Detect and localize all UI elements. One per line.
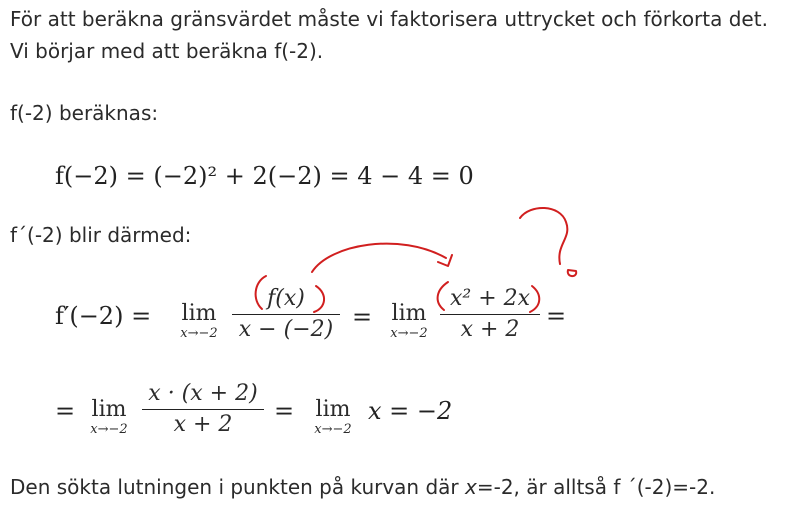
- lim-subscript: x→−2: [314, 422, 352, 437]
- arc-arrow: [312, 244, 446, 272]
- lim-word: lim: [91, 397, 127, 422]
- eq3-fraction: [142, 379, 264, 440]
- arrowhead-icon: [438, 255, 452, 266]
- equation-f-of-minus-2: f(−2) = (−2)² + 2(−2) = 4 − 4 = 0: [55, 162, 474, 190]
- conclusion-variable: x: [465, 475, 477, 499]
- lim-subscript: x→−2: [180, 326, 218, 341]
- lim-subscript: x→−2: [90, 422, 128, 437]
- fraction-denominator: x + 2: [460, 317, 520, 342]
- fraction-denominator: x + 2: [173, 412, 233, 437]
- fprime-label: f´(-2) blir därmed:: [10, 223, 192, 247]
- eq2-lhs: f′(−2) =: [55, 302, 152, 330]
- eq3-lead-equals: =: [55, 397, 76, 425]
- eq2-limit-1: [168, 302, 230, 342]
- lim-subscript: x→−2: [390, 326, 428, 341]
- fraction-numerator: x · (x + 2): [148, 381, 258, 406]
- eq2-equals: =: [352, 303, 373, 331]
- lim-word: lim: [181, 301, 217, 326]
- f-label: f(-2) beräknas:: [10, 101, 159, 125]
- eq3-limit-1: [78, 398, 140, 438]
- conclusion-part-a: Den sökta lutningen i punkten på kurvan där: [10, 475, 465, 499]
- question-mark-dot: [568, 270, 576, 276]
- conclusion-text: [10, 472, 715, 502]
- lim-word: lim: [315, 397, 351, 422]
- intro-line-1: För att beräkna gränsvärdet måste vi faktorisera uttrycket och förkorta det.: [10, 7, 768, 31]
- question-mark-icon: [520, 208, 567, 264]
- eq3-equals: =: [274, 397, 295, 425]
- fraction-numerator: f(x): [267, 286, 305, 311]
- eq3-result: x = −2: [368, 397, 453, 425]
- conclusion-part-b: =-2, är alltså f ´(-2)=-2.: [476, 475, 716, 499]
- eq2-fraction-2: [440, 284, 540, 345]
- fraction-denominator: x − (−2): [238, 317, 334, 342]
- eq2-trailing-equals: =: [546, 302, 567, 330]
- fraction-numerator: x² + 2x: [449, 286, 531, 311]
- intro-line-2: Vi börjar med att beräkna f(-2).: [10, 39, 324, 63]
- eq2-fraction-1: [232, 284, 340, 345]
- eq3-limit-2: [302, 398, 364, 438]
- eq2-limit-2: [378, 302, 440, 342]
- lim-word: lim: [391, 301, 427, 326]
